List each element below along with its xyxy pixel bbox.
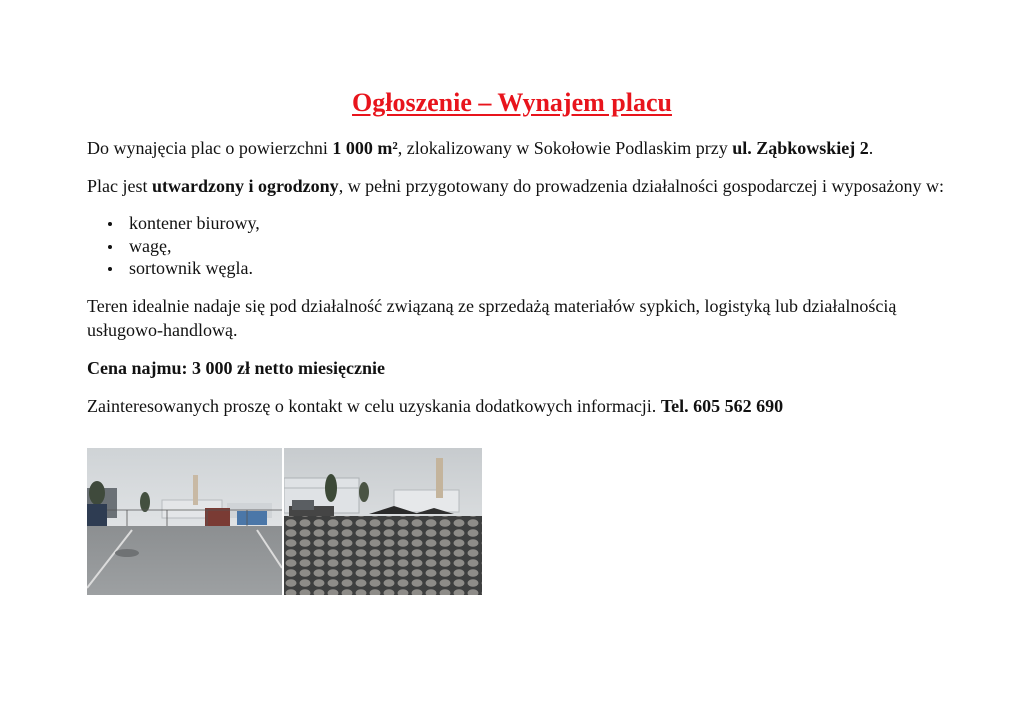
photo-gallery — [87, 448, 482, 595]
price-line: Cena najmu: 3 000 zł netto miesięcznie — [87, 357, 385, 378]
document-body — [87, 136, 947, 432]
phone-number: Tel. 605 562 690 — [660, 395, 784, 416]
area-value: 1 000 m² — [332, 138, 398, 158]
use-paragraph: Teren idealnie nadaje się pod działalność związaną ze sprzedażą materiałów sypkich, logistyką lub działalnością usługowo-handlową. — [87, 295, 897, 340]
surface-feature: utwardzony i ogrodzony — [152, 176, 339, 196]
list-item: kontener biurowy, — [129, 212, 947, 235]
page-title: Ogłoszenie – Wynajem placu — [352, 88, 672, 117]
yard-photo-2 — [284, 448, 482, 595]
list-item: sortownik węgla. — [129, 257, 947, 280]
equipment-list — [87, 212, 947, 280]
list-item: wagę, — [129, 235, 947, 258]
features-paragraph: Plac jest utwardzony i ogrodzony, w pełni przygotowany do prowadzenia działalności gospodarczej i wyposażony w: — [87, 176, 945, 196]
street-address: ul. Ząbkowskiej 2 — [732, 138, 869, 158]
yard-photo-1 — [87, 448, 282, 595]
location-paragraph: Do wynajęcia plac o powierzchni 1 000 m², zlokalizowany w Sokołowie Podlaskim przy ul. Ząbkowskiej 2. — [87, 138, 874, 158]
contact-paragraph: Zainteresowanych proszę o kontakt w celu uzyskania dodatkowych informacji. Tel. 605 562 690 — [87, 395, 784, 416]
